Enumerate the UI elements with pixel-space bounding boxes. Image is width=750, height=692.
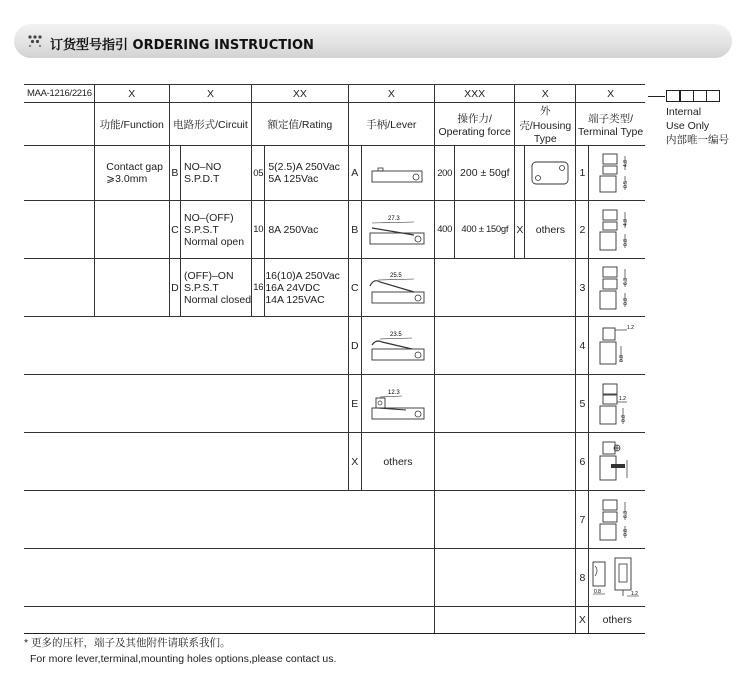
housing-icon xyxy=(529,159,571,187)
table-row xyxy=(24,259,645,317)
terminal-dim-1: 1.2 xyxy=(627,324,635,331)
internal-use-note: Internal Use Only 内部唯一编号 xyxy=(666,106,729,146)
terminal-code-cell: 2 xyxy=(576,201,589,259)
lever-dim: 23.5 xyxy=(389,331,402,338)
terminal-code-cell: 4 xyxy=(576,317,589,375)
lever-c-icon xyxy=(366,270,430,306)
force-code: XXX xyxy=(435,85,515,103)
table-row xyxy=(24,607,645,634)
code-box xyxy=(679,90,694,102)
terminal-dim-2: 0.8 xyxy=(623,528,630,536)
rating-code: XX xyxy=(252,85,349,103)
function-label: 功能/Function xyxy=(94,103,169,146)
lever-e-icon xyxy=(366,386,430,422)
lever-diagram xyxy=(361,146,434,201)
terminal-6-icon xyxy=(597,438,637,486)
rating-value: 8A 250Vac xyxy=(265,201,348,259)
terminal-diagram xyxy=(589,259,645,317)
terminal-diagram xyxy=(589,317,645,375)
circuit-value: NO–NO S.P.D.T xyxy=(180,146,251,201)
terminal-diagram xyxy=(589,433,645,491)
lever-code-cell: E xyxy=(348,375,361,433)
footnote-en: For more lever,terminal,mounting holes options,please contact us. xyxy=(30,653,337,665)
terminal-diagram xyxy=(589,549,645,607)
circuit-label: 电路形式/Circuit xyxy=(169,103,251,146)
terminal-code-cell: X xyxy=(576,607,589,634)
housing-value: others xyxy=(525,201,576,259)
terminal-dim-2: 1.2 xyxy=(631,590,639,597)
code-row xyxy=(24,85,645,103)
connector-line xyxy=(648,96,665,97)
housing-label: 外壳/Housing Type xyxy=(515,103,576,146)
terminal-code: X xyxy=(576,85,645,103)
lever-code-cell: B xyxy=(348,201,361,259)
lever-dim: 12.3 xyxy=(387,389,400,396)
terminal-1-icon xyxy=(597,150,637,196)
terminal-code-cell: 8 xyxy=(576,549,589,607)
rating-code-cell: 16 xyxy=(252,259,265,317)
housing-code: X xyxy=(515,85,576,103)
rating-value: 5(2.5)A 250Vac 5A 125Vac xyxy=(265,146,348,201)
force-value: 400 ± 150gf xyxy=(455,201,515,259)
lever-a-icon xyxy=(368,161,428,185)
circuit-code: X xyxy=(169,85,251,103)
force-value: 200 ± 50gf xyxy=(455,146,515,201)
housing-diagram xyxy=(525,146,576,201)
circuit-code-cell: C xyxy=(169,201,180,259)
terminal-dim-2: 0.8 xyxy=(623,238,630,246)
circuit-value: (OFF)–ON S.P.S.T Normal closed xyxy=(180,259,251,317)
label-row xyxy=(24,103,645,146)
model-code: MAA-1216/2216 xyxy=(24,85,94,103)
circuit-code-cell: D xyxy=(169,259,180,317)
terminal-dim-2: 0.8 xyxy=(619,354,626,362)
force-label: 操作力/ Operating force xyxy=(435,103,515,146)
terminal-dim-1: 6.3 xyxy=(623,510,630,518)
terminal-4-icon xyxy=(597,322,637,370)
table-row xyxy=(24,549,645,607)
lever-b-icon xyxy=(366,213,430,247)
terminal-diagram xyxy=(589,375,645,433)
function-value: Contact gap ⩾3.0mm xyxy=(106,146,169,201)
terminal-other: others xyxy=(589,607,645,634)
terminal-code-cell: 5 xyxy=(576,375,589,433)
terminal-diagram xyxy=(589,491,645,549)
code-box xyxy=(693,90,708,102)
terminal-dim-1: 6.3 xyxy=(623,277,630,285)
terminal-dim-1: 1.2 xyxy=(619,395,627,402)
rating-code-cell: 10 xyxy=(252,201,265,259)
dots-icon xyxy=(28,35,42,47)
force-code-cell: 200 xyxy=(435,146,455,201)
lever-code-cell: X xyxy=(348,433,361,491)
table-row xyxy=(24,375,645,433)
lever-other: others xyxy=(361,433,434,491)
footnote-cn: * 更多的压杆，端子及其他附件请联系我们。 xyxy=(24,637,231,649)
circuit-value: NO–(OFF) S.P.S.T Normal open xyxy=(180,201,251,259)
lever-diagram xyxy=(361,201,434,259)
terminal-code-cell: 7 xyxy=(576,491,589,549)
terminal-code-cell: 3 xyxy=(576,259,589,317)
force-code-cell: 400 xyxy=(435,201,455,259)
rating-value: 16(10)A 250Vac 16A 24VDC 14A 125VAC xyxy=(265,259,348,317)
terminal-dim-2: 0.8 xyxy=(623,297,630,305)
terminal-dim-1: 0.8 xyxy=(594,588,602,595)
lever-label: 手柄/Lever xyxy=(348,103,434,146)
table-row xyxy=(24,201,645,259)
terminal-code-cell: 6 xyxy=(576,433,589,491)
lever-dim: 27.3 xyxy=(387,215,400,222)
table-row xyxy=(24,433,645,491)
lever-dim: 25.5 xyxy=(389,272,402,279)
lever-code-cell: A xyxy=(348,146,361,201)
code-box xyxy=(706,90,721,102)
lever-diagram xyxy=(361,375,434,433)
terminal-dim-1: 4.8 xyxy=(623,218,630,226)
lever-code-cell: D xyxy=(348,317,361,375)
lever-diagram xyxy=(361,259,434,317)
page-title: 订货型号指引 ORDERING INSTRUCTION xyxy=(50,38,314,53)
terminal-dim-1: 4.8 xyxy=(623,160,630,167)
terminal-2-icon xyxy=(597,206,637,254)
terminal-7-icon xyxy=(597,496,637,544)
lever-code-cell: C xyxy=(348,259,361,317)
rating-label: 额定值/Rating xyxy=(252,103,349,146)
terminal-8-icon xyxy=(591,556,643,600)
terminal-label: 端子类型/ Terminal Type xyxy=(576,103,645,146)
code-box xyxy=(666,90,681,102)
terminal-diagram xyxy=(589,201,645,259)
rating-code-cell: 05 xyxy=(252,146,265,201)
lever-d-icon xyxy=(366,329,430,363)
function-code: X xyxy=(94,85,169,103)
ordering-table xyxy=(24,84,645,634)
table-row xyxy=(24,317,645,375)
terminal-3-icon xyxy=(597,263,637,313)
terminal-diagram xyxy=(589,146,645,201)
terminal-5-icon xyxy=(597,380,637,428)
internal-code-boxes xyxy=(666,90,719,102)
table-row xyxy=(24,491,645,549)
terminal-dim-2: 0.8 xyxy=(621,414,628,422)
terminal-code-cell: 1 xyxy=(576,146,589,201)
lever-diagram xyxy=(361,317,434,375)
housing-code-cell: X xyxy=(515,201,525,259)
circuit-code-cell: B xyxy=(169,146,180,201)
lever-code: X xyxy=(348,85,434,103)
table-row xyxy=(24,146,645,201)
terminal-dim-2: 0.5 xyxy=(623,181,630,188)
